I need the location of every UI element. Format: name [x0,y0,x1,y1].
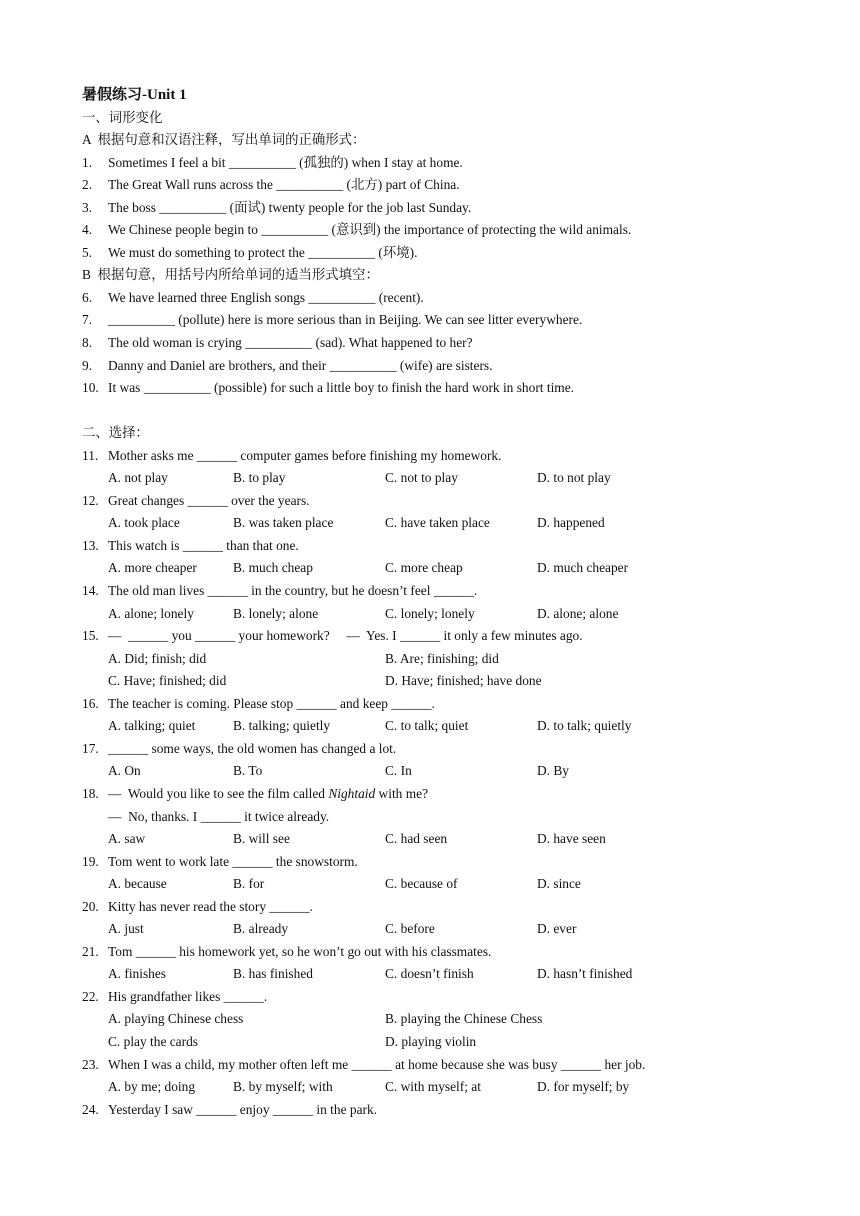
option-c: C. lonely; lonely [385,605,475,621]
options-row [82,873,782,896]
question-text: — ______ you ______ your homework? — Yes. I ______ it only a few minutes ago. [108,628,583,644]
question-item [82,197,782,220]
question-item [82,377,782,400]
question-text: The old man lives ______ in the country, but he doesn’t feel ______. [108,583,478,599]
question-item [82,309,782,332]
question-number: 6. [82,289,93,305]
question-item [82,1054,782,1077]
options-row [82,467,782,490]
option-c: C. more cheap [385,560,463,576]
question-item [82,445,782,468]
question-text: The boss __________ (面试) twenty people for the job last Sunday. [108,199,472,215]
option-d: D. By [537,763,569,779]
question-number: 17. [82,740,99,756]
page-title: 暑假练习-Unit 1 [82,87,187,103]
question-number: 21. [82,943,99,959]
question-text: We have learned three English songs __________ (recent). [108,289,424,305]
options-row [82,1008,782,1031]
option-a: A. saw [108,831,146,847]
option-b: B. talking; quietly [233,718,331,734]
option-b: B. for [233,876,265,892]
option-d: D. happened [537,515,605,531]
question-text: __________ (pollute) here is more serious than in Beijing. We can see litter everywhere. [108,312,583,328]
option-c: C. before [385,921,435,937]
question-number: 13. [82,537,99,553]
question-text: The Great Wall runs across the __________ (北方) part of China. [108,177,460,193]
question-item [82,986,782,1009]
options-row [82,1076,782,1099]
question-text: It was __________ (possible) for such a little boy to finish the hard work in short time. [108,380,574,396]
option-c: C. because of [385,876,458,892]
question-text: Sometimes I feel a bit __________ (孤独的) when I stay at home. [108,154,463,170]
option-d: D. playing violin [385,1033,477,1049]
option-d: D. Have; finished; have done [385,673,542,689]
option-a: A. took place [108,515,180,531]
question-item [82,580,782,603]
question-text: Danny and Daniel are brothers, and their __________ (wife) are sisters. [108,357,493,373]
options-row [82,648,782,671]
option-d: D. alone; alone [537,605,619,621]
option-c: C. play the cards [108,1033,198,1049]
option-c: C. with myself; at [385,1079,481,1095]
section-heading: 一、词形变化 [82,109,163,125]
option-d: D. ever [537,921,577,937]
option-c: C. doesn’t finish [385,966,474,982]
option-d: D. for myself; by [537,1079,630,1095]
options-row [82,828,782,851]
option-d: D. have seen [537,831,606,847]
part-b-instruction: B 根据句意，用括号内所给单词的适当形式填空： [82,267,379,283]
question-text: Yesterday I saw ______ enjoy ______ in the park. [108,1101,378,1117]
part-a-instruction: A 根据句意和汉语注释，写出单词的正确形式： [82,132,366,148]
question-number: 8. [82,335,93,351]
question-number: 1. [82,154,93,170]
question-text: Mother asks me ______ computer games before finishing my homework. [108,447,502,463]
question-item [82,332,782,355]
option-b: B. has finished [233,966,313,982]
question-text: Great changes ______ over the years. [108,492,310,508]
option-c: C. Have; finished; did [108,673,227,689]
spacer [82,400,782,423]
option-d: D. to talk; quietly [537,718,632,734]
option-c: C. have taken place [385,515,490,531]
question-number: 19. [82,853,99,869]
question-number: 2. [82,177,93,193]
question-text: ______ some ways, the old women has changed a lot. [108,740,397,756]
option-c: C. to talk; quiet [385,718,469,734]
options-row [82,670,782,693]
options-row [82,715,782,738]
option-d: D. to not play [537,470,611,486]
question-text: We Chinese people begin to __________ (意识到) the importance of protecting the wild animals. [108,222,632,238]
section-heading: 二、选择： [82,425,149,441]
option-b: B. much cheap [233,560,313,576]
question-number: 7. [82,312,93,328]
option-d: D. much cheaper [537,560,629,576]
question-item [82,896,782,919]
options-row [82,603,782,626]
question-item [82,219,782,242]
question-text: Kitty has never read the story ______. [108,898,313,914]
question-number: 9. [82,357,93,373]
question-item-continued [82,806,782,829]
question-item [82,242,782,265]
option-a: A. just [108,921,144,937]
option-b: B. Are; finishing; did [385,650,499,666]
question-text: This watch is ______ than that one. [108,537,299,553]
option-b: B. was taken place [233,515,334,531]
option-d: D. since [537,876,581,892]
question-item [82,287,782,310]
option-a: A. by me; doing [108,1079,196,1095]
question-number: 12. [82,492,99,508]
question-text: — No, thanks. I ______ it twice already. [108,808,330,824]
question-text: Tom ______ his homework yet, so he won’t go out with his classmates. [108,943,492,959]
question-number: 11. [82,447,99,463]
question-item [82,535,782,558]
question-text-pre: — Would you like to see the film called [108,785,329,801]
option-c: C. not to play [385,470,458,486]
question-item [82,152,782,175]
question-item [82,738,782,761]
options-row [82,557,782,580]
option-b: B. lonely; alone [233,605,319,621]
option-b: B. by myself; with [233,1079,333,1095]
option-a: A. playing Chinese chess [108,1011,244,1027]
option-a: A. On [108,763,141,779]
question-text: His grandfather likes ______. [108,988,268,1004]
question-number: 23. [82,1056,99,1072]
question-item [82,1099,782,1122]
option-c: C. In [385,763,412,779]
question-number: 20. [82,898,99,914]
question-text: Tom went to work late ______ the snowstorm. [108,853,358,869]
question-text: The teacher is coming. Please stop ______ and keep ______. [108,695,435,711]
question-text [108,783,428,806]
question-text: When I was a child, my mother often left me ______ at home because she was busy ______ her job. [108,1056,646,1072]
question-number: 10. [82,380,99,396]
question-item [82,174,782,197]
option-a: A. because [108,876,167,892]
question-item [82,490,782,513]
question-item [82,941,782,964]
question-number: 5. [82,244,93,260]
options-row [82,963,782,986]
question-item [82,783,782,806]
option-b: B. playing the Chinese Chess [385,1011,543,1027]
question-text: We must do something to protect the __________ (环境). [108,244,418,260]
question-number: 18. [82,785,99,801]
option-a: A. not play [108,470,168,486]
question-number: 22. [82,988,99,1004]
option-c: C. had seen [385,831,448,847]
option-b: B. already [233,921,289,937]
question-number: 15. [82,628,99,644]
question-item [82,355,782,378]
question-text-post: with me? [375,785,429,801]
options-row [82,1031,782,1054]
question-text: The old woman is crying __________ (sad). What happened to her? [108,335,473,351]
question-item [82,693,782,716]
question-number: 24. [82,1101,99,1117]
question-item [82,851,782,874]
question-number: 16. [82,695,99,711]
options-row [82,760,782,783]
option-b: B. will see [233,831,290,847]
question-number: 4. [82,222,93,238]
options-row [82,918,782,941]
option-a: A. talking; quiet [108,718,196,734]
options-row [82,512,782,535]
worksheet [82,84,782,1121]
film-title: Nightaid [328,785,376,801]
option-a: A. Did; finish; did [108,650,207,666]
question-number: 14. [82,583,99,599]
option-a: A. more cheaper [108,560,197,576]
question-item [82,625,782,648]
option-a: A. alone; lonely [108,605,194,621]
question-number: 3. [82,199,93,215]
option-d: D. hasn’t finished [537,966,633,982]
option-b: B. to play [233,470,286,486]
option-b: B. To [233,763,263,779]
option-a: A. finishes [108,966,167,982]
